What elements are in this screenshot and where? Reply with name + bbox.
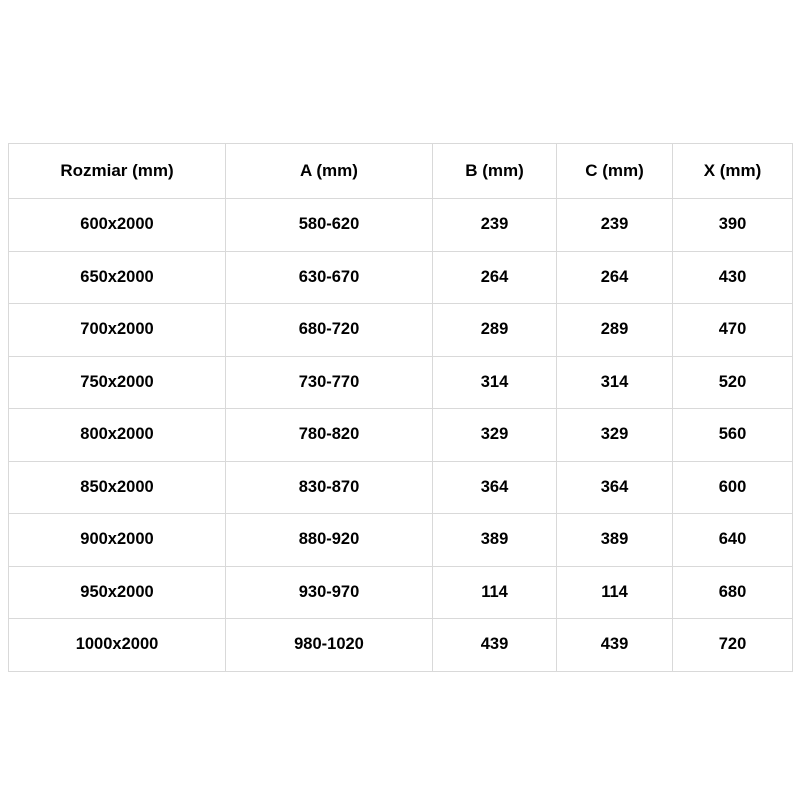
cell-x: 560	[673, 409, 793, 462]
cell-rozmiar: 800x2000	[9, 409, 226, 462]
cell-b: 289	[433, 304, 557, 357]
column-header-b: B (mm)	[433, 144, 557, 199]
table-row	[9, 356, 793, 409]
table-row	[9, 304, 793, 357]
cell-x: 520	[673, 356, 793, 409]
cell-a: 980-1020	[226, 619, 433, 672]
cell-a: 680-720	[226, 304, 433, 357]
cell-rozmiar: 700x2000	[9, 304, 226, 357]
cell-x: 600	[673, 461, 793, 514]
size-table-container	[8, 143, 792, 672]
cell-c: 264	[557, 251, 673, 304]
cell-a: 730-770	[226, 356, 433, 409]
cell-a: 930-970	[226, 566, 433, 619]
cell-x: 430	[673, 251, 793, 304]
table-row	[9, 199, 793, 252]
cell-b: 239	[433, 199, 557, 252]
cell-b: 114	[433, 566, 557, 619]
size-table	[8, 143, 793, 672]
table-row	[9, 409, 793, 462]
cell-rozmiar: 850x2000	[9, 461, 226, 514]
cell-rozmiar: 750x2000	[9, 356, 226, 409]
cell-c: 114	[557, 566, 673, 619]
table-row	[9, 514, 793, 567]
column-header-x: X (mm)	[673, 144, 793, 199]
cell-x: 640	[673, 514, 793, 567]
cell-c: 389	[557, 514, 673, 567]
cell-a: 880-920	[226, 514, 433, 567]
cell-c: 439	[557, 619, 673, 672]
cell-a: 630-670	[226, 251, 433, 304]
table-row	[9, 619, 793, 672]
cell-c: 314	[557, 356, 673, 409]
cell-c: 239	[557, 199, 673, 252]
cell-x: 720	[673, 619, 793, 672]
cell-c: 289	[557, 304, 673, 357]
cell-b: 364	[433, 461, 557, 514]
table-row	[9, 566, 793, 619]
cell-b: 264	[433, 251, 557, 304]
table-row	[9, 461, 793, 514]
cell-a: 830-870	[226, 461, 433, 514]
cell-b: 314	[433, 356, 557, 409]
cell-rozmiar: 1000x2000	[9, 619, 226, 672]
cell-a: 580-620	[226, 199, 433, 252]
table-header-row	[9, 144, 793, 199]
cell-c: 364	[557, 461, 673, 514]
column-header-c: C (mm)	[557, 144, 673, 199]
cell-x: 680	[673, 566, 793, 619]
cell-rozmiar: 900x2000	[9, 514, 226, 567]
column-header-a: A (mm)	[226, 144, 433, 199]
cell-b: 439	[433, 619, 557, 672]
cell-b: 329	[433, 409, 557, 462]
cell-a: 780-820	[226, 409, 433, 462]
cell-rozmiar: 600x2000	[9, 199, 226, 252]
cell-c: 329	[557, 409, 673, 462]
cell-b: 389	[433, 514, 557, 567]
table-row	[9, 251, 793, 304]
cell-x: 390	[673, 199, 793, 252]
cell-rozmiar: 650x2000	[9, 251, 226, 304]
column-header-rozmiar: Rozmiar (mm)	[9, 144, 226, 199]
cell-rozmiar: 950x2000	[9, 566, 226, 619]
cell-x: 470	[673, 304, 793, 357]
